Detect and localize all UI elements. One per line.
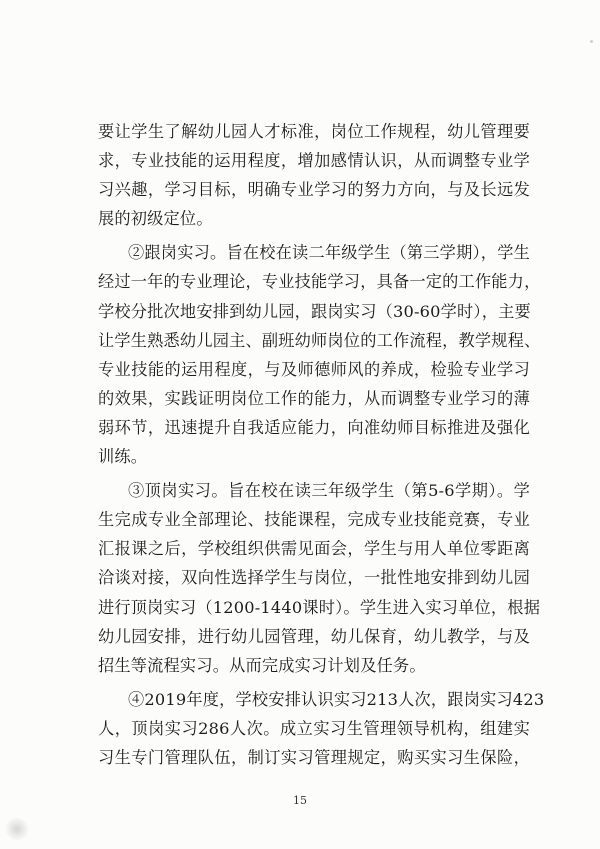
text-line: 专业技能的运用程度，与及师德师风的养成，检验专业学习 — [98, 359, 530, 379]
text-line: 习生专门管理队伍，制订实习管理规定，购买实习生保险， — [98, 747, 530, 767]
scan-speck — [590, 40, 593, 43]
text-line: 求，专业技能的运用程度，增加感情认识，从而调整专业学 — [98, 151, 530, 171]
text-line: 要让学生了解幼儿园人才标准，岗位工作规程，幼儿管理要 — [98, 122, 530, 141]
text-line: 招生等流程实习。从而完成实习计划及任务。 — [98, 655, 426, 675]
text-line: 弱环节，迅速提升自我适应能力，向准幼师目标推进及强化 — [98, 417, 530, 437]
text-line: 幼儿园安排，进行幼儿园管理，幼儿保育，幼儿教学，与及 — [98, 626, 530, 646]
text-line: 学校分批次地安排到幼儿园，跟岗实习（30-60学时），主要 — [98, 301, 531, 321]
text-line: 进行顶岗实习（1200-1440课时）。学生进入实习单位，根据 — [98, 597, 541, 617]
text-line: 洽谈对接，双向性选择学生与岗位，一批性地安排到幼儿园 — [98, 568, 530, 588]
text-line: 经过一年的专业理论，专业技能学习，具备一定的工作能力， — [98, 272, 541, 292]
text-line: ③顶岗实习。旨在校在读三年级学生（第5-6学期）。学 — [128, 481, 530, 501]
page-number: 15 — [293, 794, 307, 807]
text-line: ④2019年度，学校安排认识实习213人次，跟岗实习423 — [128, 689, 545, 709]
text-line: 生完成专业全部理论、技能课程，完成专业技能竞赛，专业 — [98, 510, 530, 530]
text-line: 展的初级定位。 — [98, 209, 213, 229]
text-line: 习兴趣，学习目标，明确专业学习的努力方向，与及长远发 — [98, 180, 530, 200]
scan-smudge — [6, 818, 28, 840]
text-line: 的效果，实践证明岗位工作的能力，从而调整专业学习的薄 — [98, 388, 530, 408]
text-line: ②跟岗实习。旨在校在读二年级学生（第三学期），学生 — [128, 243, 530, 263]
text-line: 训练。 — [98, 447, 148, 467]
text-line: 汇报课之后，学校组织供需见面会，学生与用人单位零距离 — [98, 539, 530, 559]
text-line: 让学生熟悉幼儿园主、副班幼师岗位的工作流程，教学规程、 — [98, 330, 541, 350]
body-text — [98, 117, 545, 772]
text-line: 人，顶岗实习286人次。成立实习生管理领导机构，组建实 — [98, 718, 530, 738]
